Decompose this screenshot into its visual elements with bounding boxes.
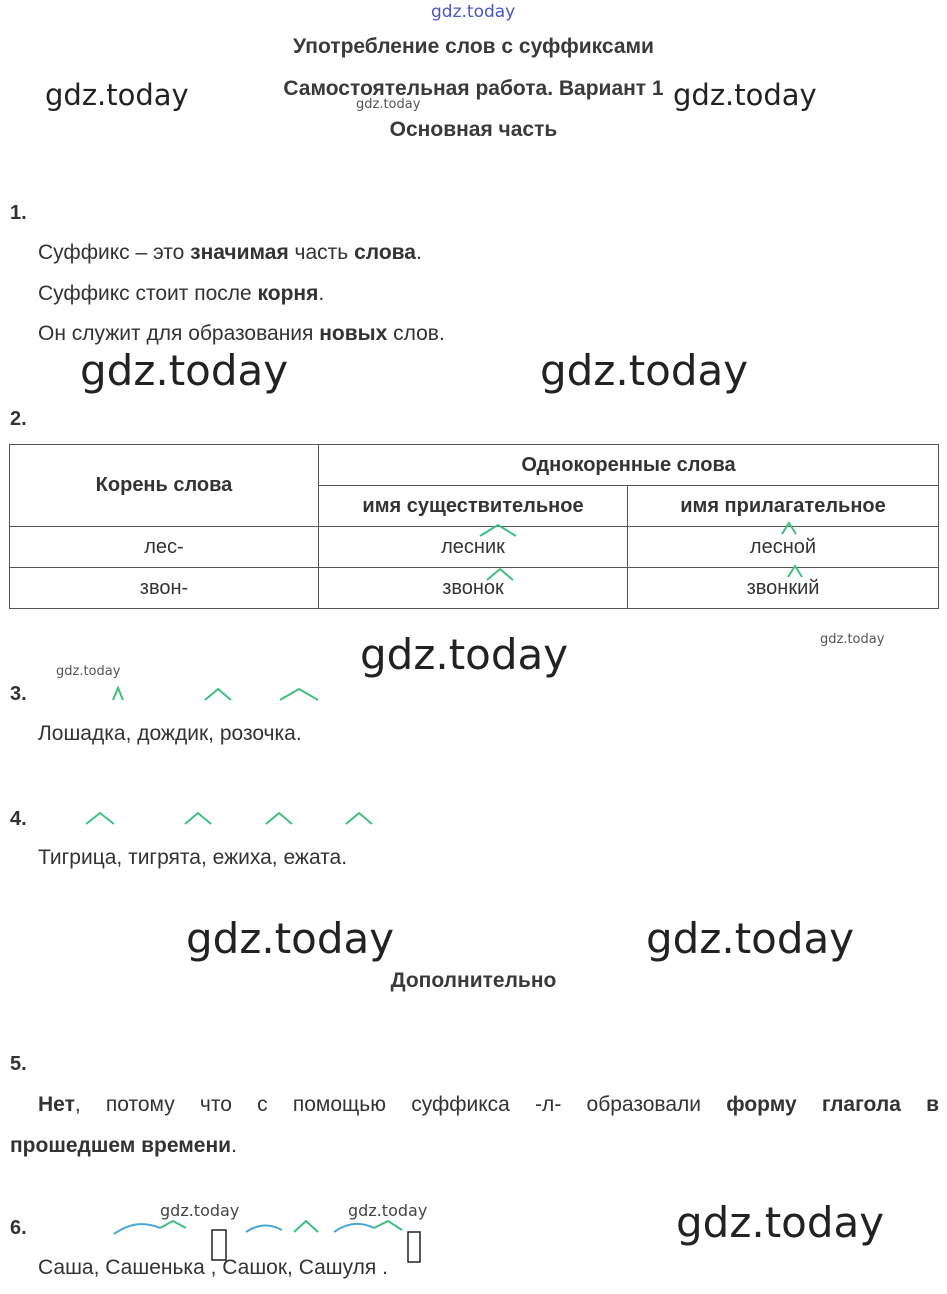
table-cell-adj: лесной xyxy=(628,527,939,568)
task1-line-3 xyxy=(38,322,445,346)
task1-line-1 xyxy=(38,241,422,265)
suffix-mark-icon xyxy=(183,810,213,826)
table-cell-root: лес- xyxy=(10,527,319,568)
bold-text: форму глагола в xyxy=(726,1093,939,1116)
suffix-mark-icon xyxy=(785,563,805,579)
bold-text: новых xyxy=(319,322,388,345)
task6-text: Саша, Сашенька , Сашок, Сашуля . xyxy=(38,1256,388,1279)
table-header-noun: имя существительное xyxy=(319,486,628,527)
table-cell-noun: лесник xyxy=(319,527,628,568)
watermark-header-right: gdz.today xyxy=(673,78,817,112)
bold-text: слова xyxy=(354,241,416,264)
suffix-mark-icon xyxy=(203,686,233,702)
root-words-table xyxy=(9,444,939,609)
bold-text: прошедшем времени xyxy=(10,1134,232,1157)
text: . xyxy=(318,282,325,305)
text: слов. xyxy=(387,322,445,345)
watermark-table-right: gdz.today xyxy=(820,632,885,647)
task1-line-2 xyxy=(38,282,324,306)
watermark-bottom-right: gdz.today xyxy=(676,1198,885,1247)
watermark-header-small: gdz.today xyxy=(356,97,421,112)
task5-line-1 xyxy=(38,1093,939,1117)
table-cell-adj: звонкий xyxy=(628,568,939,609)
text: часть xyxy=(288,241,355,264)
task-number-1: 1. xyxy=(10,202,27,224)
watermark-center: gdz.today xyxy=(360,630,569,679)
bold-text: значимая xyxy=(190,241,289,264)
table-cell-root: звон- xyxy=(10,568,319,609)
suffix-mark-icon xyxy=(485,566,515,582)
watermark-task3: gdz.today xyxy=(56,664,121,679)
suffix-mark-icon xyxy=(478,522,518,538)
suffix-mark-icon xyxy=(278,686,320,702)
text: Суффикс – это xyxy=(38,241,191,264)
table-cell-noun: звонок xyxy=(319,568,628,609)
suffix-mark-icon xyxy=(84,810,116,826)
watermark-task6-b: gdz.today xyxy=(348,1201,428,1220)
bold-text: Нет xyxy=(38,1093,75,1116)
task-number-6: 6. xyxy=(10,1217,27,1239)
watermark-mid-right: gdz.today xyxy=(540,346,749,395)
task4-text: Тигрица, тигрята, ежиха, ежата. xyxy=(38,846,348,869)
text: . xyxy=(415,241,422,264)
watermark-mid-left: gdz.today xyxy=(80,346,289,395)
text: . xyxy=(231,1134,237,1157)
table-header-root: Корень слова xyxy=(10,445,319,527)
watermark-lower-left: gdz.today xyxy=(186,914,395,963)
task-number-2: 2. xyxy=(10,408,27,430)
suffix-mark-icon xyxy=(264,810,294,826)
section-heading-extra: Дополнительно xyxy=(390,969,557,992)
table-header-adj: имя прилагательное xyxy=(628,486,939,527)
text: Суффикс стоит после xyxy=(38,282,258,305)
page-subtitle: Самостоятельная работа. Вариант 1 xyxy=(283,77,664,100)
task-number-5: 5. xyxy=(10,1053,27,1075)
watermark-task6-a: gdz.today xyxy=(160,1201,240,1220)
text: , потому что с помощью суффикса -л- образовали xyxy=(74,1093,727,1116)
bold-text: корня xyxy=(257,282,319,305)
task-number-4: 4. xyxy=(10,808,27,830)
watermark-lower-right: gdz.today xyxy=(646,914,855,963)
suffix-mark-icon xyxy=(344,810,374,826)
task5-line-2 xyxy=(10,1134,237,1158)
suffix-mark-icon xyxy=(110,686,126,702)
section-heading-main: Основная часть xyxy=(389,118,558,141)
task-number-3: 3. xyxy=(10,683,27,705)
suffix-mark-icon xyxy=(779,520,799,536)
watermark-header-left: gdz.today xyxy=(45,78,189,112)
watermark-top: gdz.today xyxy=(431,2,516,22)
table-header-group: Однокоренные слова xyxy=(319,445,939,486)
table-row xyxy=(10,527,939,568)
page-title: Употребление слов с суффиксами xyxy=(293,35,654,58)
text: Он служит для образования xyxy=(38,322,320,345)
task3-text: Лошадка, дождик, розочка. xyxy=(38,722,302,745)
